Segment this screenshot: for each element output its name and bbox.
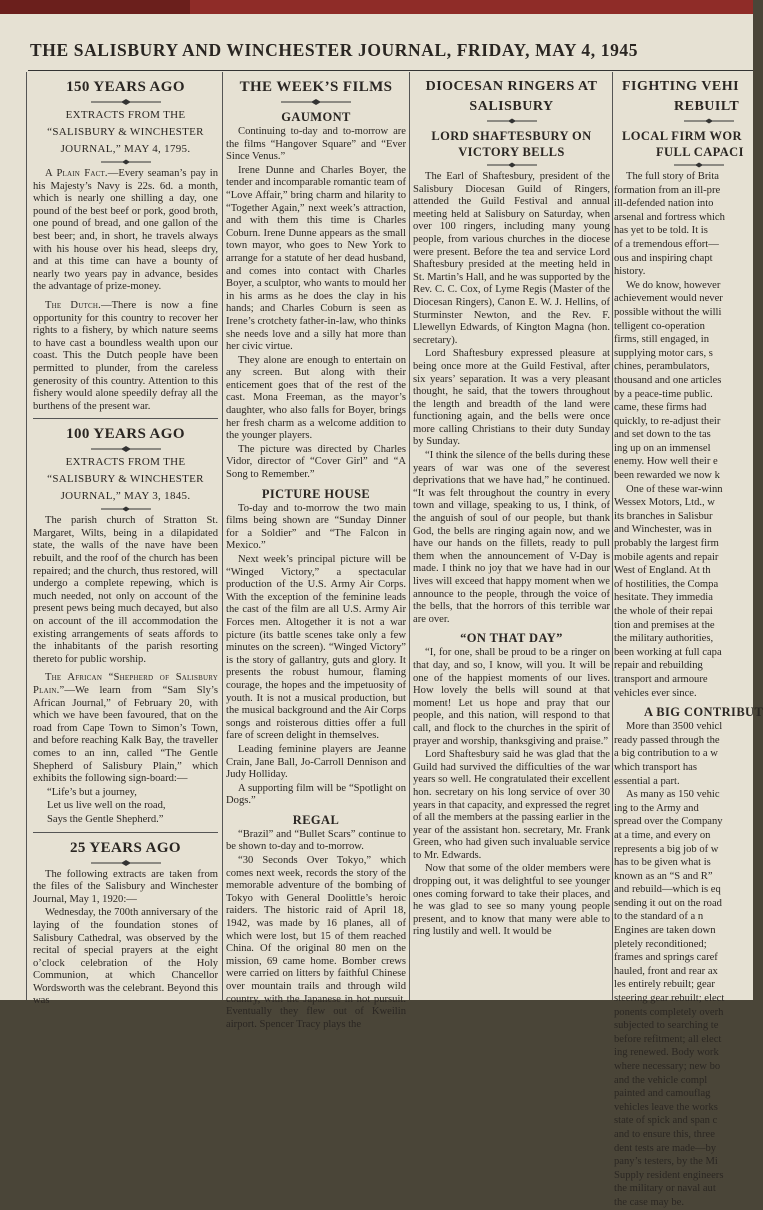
column-rule-left — [26, 72, 27, 1000]
ornament-rule-icon — [91, 99, 161, 105]
heading-diocesan-ringers-1: DIOCESAN RINGERS AT — [425, 79, 598, 94]
text-line: achievement would never — [614, 293, 723, 305]
subheading-extracts-2a: EXTRACTS FROM THE — [65, 456, 186, 469]
subheading-extracts-1b: “SALISBURY & WINCHESTER — [47, 126, 204, 138]
paragraph-regal-2: “30 Seconds Over Tokyo,” which comes next week, records the story of the memorable adventure of the bombing of Tokyo with General Doolittle’s heroic raiders. The historic raid of April 18, 1942, was made by 16 planes, all of which were lost, but 15 of them reached China. Of the original 80 men on the mission, 69 came home. Bomber crews were carried on litters by faithful Chinese over mountain trails and through wild country, with the Japanese in hot pursuit. Eventually they flew out of Kweilin airport. Spencer Tracy plays the — [226, 855, 406, 1030]
text-line: to the standard of a n — [614, 911, 704, 923]
paragraph-gaumont-2: Irene Dunne and Charles Boyer, the tender and incomparable romantic team of “Love Affair,” bring charm and hilarity to “Together Again,” next week’s attraction, and with them this time is Charles Coburn. Irene Dunne appears as the small town mayor, who goes to New York to arrange for a statute of her dead husband, and comes into contact with Charles Boyer, a sculptor, who wants to mould her in his arms as he does the clay in his hands; and Charles Coburn is seen as Irene’s crotchety father-in-law, who thinks she needs love and a silly hat more than her civic virtue. — [226, 164, 407, 353]
text-line: supplying motor cars, s — [614, 347, 713, 359]
text-line: before refitment; all elect — [614, 1033, 722, 1045]
paragraph-picture-4: A supporting film will be “Spotlight on Dogs.” — [226, 782, 406, 807]
text-line: tion and premises at the — [614, 619, 715, 631]
paragraph-1920-intro: The following extracts are taken from the files of the Salisbury and Winchester Journal, May 1, 1920:— — [33, 868, 218, 905]
text-line: vehicles leave the works — [614, 1101, 718, 1113]
text-line: ing renewed. Body work — [614, 1047, 719, 1059]
text-line: formation from an ill-pre — [614, 184, 721, 196]
text-line: repair and rebuilding — [614, 660, 703, 672]
vehicles-block-2 — [614, 280, 753, 483]
text-line: steering gear rebuilt; elect — [614, 993, 725, 1005]
text-line: state of spick and span c — [614, 1115, 718, 1127]
text-line: frames and springs caref — [614, 952, 718, 964]
text-line: hauled, front and rear ax — [614, 965, 718, 977]
text-line: of a tremendous effort— — [614, 238, 719, 250]
text-line: subjected to searching te — [614, 1020, 719, 1032]
paragraph-ringers-5: Lord Shaftesbury said he was glad that the Guild had survived the difficulties of the war years so well. He congratulated their excellent hon. secretary on his long service of over 30 years in that capacity, and expressed the regret of all the members at the passing earlier in the year of the assistant hon. secretary, Mr. Frank Green, who had given such invaluable service to Mr. Edwards. — [413, 749, 610, 861]
text-line: and rebuild—which is eq — [614, 884, 721, 896]
heading-big-contribution: A BIG CONTRIBUT — [644, 705, 763, 720]
paragraph-ringers-4: “I, for one, shall be proud to be a ringer on that day, and so, I know, will you. It will be one of the happiest moments of our lives. How lovely the bells will sound at that moment! Let us hope and pray that our people, and this nation, will respond to that call, and flock to the churches in the spirit of prayer and worship, thanksgiving and praise.” — [413, 647, 610, 747]
ornament-rule-icon — [281, 99, 351, 105]
heading-diocesan-ringers-2: SALISBURY — [469, 99, 554, 114]
heading-fighting-vehicles-1: FIGHTING VEHI — [622, 79, 740, 94]
binding-fold — [0, 0, 190, 14]
text-line: been working at full capa — [614, 646, 722, 658]
verse-line-1: “Life’s but a journey, — [47, 786, 137, 798]
text-line: telligent co-operation — [614, 320, 705, 332]
paragraph-ringers-1: The Earl of Shaftesbury, president of the Salisbury Diocesan Guild of Ringers, attended the Guild Festival and annual meeting held at Salisbury on Saturday, when over 100 ringers, including many young people, from various churches in the diocese were present. Before the tea and service Lord Shaftesbury presided at the meeting held in St. Martin’s Hall, and he was supported by the Rev. C. C. Cox, of Lyme Regis (Master of the Diocesan Ringers), Canon E. W. J. Hellins, of Sturminster Newton, and the Rev. F. Llewellyn Edwards, of Kington Magna (hon. secretary). — [413, 171, 610, 346]
heading-local-firm-1: LOCAL FIRM WOR — [622, 129, 742, 143]
ornament-rule-icon — [674, 118, 744, 124]
verse-line-2: Let us live well on the road, — [47, 800, 166, 812]
text-line: Engines are taken down — [614, 925, 716, 937]
text-line: West of England. At th — [614, 565, 711, 577]
text-line: known as an “S and R” — [614, 870, 713, 882]
section-divider — [33, 418, 218, 419]
text-line: More than 3500 vehicl — [626, 721, 723, 733]
text-line: ill-defended nation into — [614, 198, 714, 210]
heading-100-years: 100 YEARS AGO — [66, 426, 185, 443]
text-line: spread over the Company — [614, 816, 723, 828]
vehicles-block-3 — [614, 484, 753, 701]
ornament-rule-icon — [91, 446, 161, 452]
text-line: the military authorities, — [614, 633, 714, 645]
text-line: came, these firms had — [614, 402, 707, 414]
text-line: pletely reconditioned; — [614, 938, 707, 950]
text-line: les entirely rebuilt; gear — [614, 979, 715, 991]
text-line: has to be given what is — [614, 857, 711, 869]
verse-line-3: Says the Gentle Shepherd.” — [47, 813, 164, 825]
text-line: mobile agents and repair — [614, 551, 719, 563]
text-african-shepherd: —We learn from “Sam Sly’s African Journal,” of February 20, with which we have been favoured, that on the road from Cape Town to Simon’s Town, and before reaching Kalk Bay, the traveller comes to an inn, called “The Gentle Shepherd of Salisbury Plain,” which exhibits the following sign-board:— — [33, 685, 218, 785]
text-line: One of these war-winn — [626, 483, 723, 495]
heading-25-years: 25 YEARS AGO — [70, 839, 181, 856]
column-rule-1 — [222, 72, 223, 1000]
paragraph-african-shepherd — [33, 672, 218, 785]
subheading-extracts-1c: JOURNAL,” MAY 4, 1795. — [60, 143, 191, 155]
column-films — [226, 72, 407, 1030]
text-line: ponents completely overh — [614, 1006, 724, 1018]
text-line: arsenal and fortress which — [614, 211, 725, 223]
paragraph-picture-2: Next week’s principal picture will be “Winged Victory,” a spectacular production of the U.S. Army Air Corps. With the exception of the feminine leads the cast of the film are all U.S. Army Air Forces men. Altogether it is not a war picture (its battle scenes take only a few minutes on the screen). “Winged Victory” is the story of gallantry, guts and glory. It presents the robust humour, flaming courage, the hopes and the impetuosity of youth. It is not a musical production, but the musical background and the Air Corps songs and roisterous ditties offer a full fare of screen delight in themselves. — [226, 554, 406, 742]
heading-150-years: 150 YEARS AGO — [66, 79, 185, 95]
paragraph-ringers-6: Now that some of the older members were dropping out, it was delightful to see younger ones coming forward to take their places, and he was glad to see so many young people present, and to know that many were able to ring lustily and well. It would be — [413, 863, 610, 938]
text-line: thousand and one articles — [614, 374, 722, 386]
vehicles-block-5 — [614, 789, 753, 1209]
text-line: and the vehicle compl — [614, 1074, 708, 1086]
text-line: vehicles ever since. — [614, 687, 697, 699]
text-line: ous and inspiring chapt — [614, 252, 713, 264]
text-line: possible without the willi — [614, 306, 722, 318]
vehicles-block-4 — [614, 721, 753, 788]
text-line: As many as 150 vehic — [626, 789, 720, 801]
text-line: ing to the Army and — [614, 802, 699, 814]
column-rule-3 — [612, 72, 613, 1000]
paragraph-gaumont-1: Continuing to-day and to-morrow are the films “Hangover Square” and “Ever Since Venus.” — [226, 126, 406, 163]
heading-regal: REGAL — [292, 812, 340, 827]
text-line: and Winchester, was in — [614, 524, 712, 536]
text-line: The full story of Brita — [626, 171, 719, 182]
ornament-rule-icon — [477, 162, 547, 168]
text-line: which transport has — [614, 761, 697, 773]
heading-weeks-films: THE WEEK’S FILMS — [239, 79, 393, 95]
section-divider — [33, 832, 218, 833]
column-vehicles — [614, 72, 763, 1208]
text-dutch: —There is now a fine opportunity for this country to recover her rights to a fishery, by which nature seems to have cast a boundless wealth upon our coast. This the Dutch people have been permitted to plunder, from the careless generosity of this country. Attention to this fishery would alone speedily defray all the burthens of the present war. — [33, 299, 218, 412]
text-line: where necessary; new bo — [614, 1061, 721, 1072]
text-line: painted and camouflag — [614, 1088, 711, 1100]
paragraph-regal-1: “Brazil” and “Bullet Scars” continue to be shown to-day and to-morrow. — [226, 828, 406, 853]
text-line: Supply resident engineers — [614, 1169, 724, 1181]
masthead-rule — [28, 70, 753, 71]
text-line: and set down to the tas — [614, 429, 711, 441]
lead-plain-fact: A Plain Fact. — [45, 168, 108, 179]
text-line: Wessex Motors, Ltd., w — [614, 497, 715, 509]
text-line: its branches in Salisbur — [614, 510, 713, 522]
text-line: a big contribution to a w — [614, 748, 718, 760]
column-rule-2 — [409, 72, 410, 1000]
text-line: quickly, to re-adjust their — [614, 415, 721, 427]
text-line: transport and armoure — [614, 673, 708, 685]
heading-shaftesbury-2: VICTORY BELLS — [458, 145, 565, 159]
paragraph-gaumont-3: They alone are enough to entertain on any screen. But along with their enticement goes that of the rest of the cast. Mona Freeman, as the mayor’s daughter, who also falls for Boyer, brings her fresh charm as a welcome addition to the younger players. — [226, 354, 406, 442]
paragraph-picture-1: To-day and to-morrow the two main films being shown are “Sunday Dinner for a Soldier” and “The Falcon in Mexico.” — [226, 502, 406, 552]
text-line: ready passed through the — [614, 734, 720, 746]
subheading-extracts-1a: EXTRACTS FROM THE — [65, 109, 186, 121]
heading-gaumont: GAUMONT — [281, 110, 351, 124]
text-line: enemy. How well their e — [614, 456, 718, 468]
column-ringers — [413, 72, 610, 1000]
text-line: by a peace-time public. — [614, 388, 713, 400]
text-line: the case may be. — [614, 1196, 685, 1208]
paragraph-dutch — [33, 300, 218, 413]
heading-on-that-day: “ON THAT DAY” — [460, 631, 563, 646]
lead-dutch: The Dutch. — [45, 299, 101, 311]
binding-edge — [0, 0, 753, 14]
masthead: THE SALISBURY AND WINCHESTER JOURNAL, FRIDAY, MAY 4, 1945 — [30, 40, 639, 60]
text-line: We do know, however — [626, 279, 721, 291]
ornament-rule-icon — [664, 162, 734, 168]
paragraph-cathedral: Wednesday, the 700th anniversary of the laying of the foundation stones of Salisbury Cathedral, was observed by the recital of special prayers at the eight o’clock celebration of the Holy Communion, at which Chancellor Wordsworth was the celebrant. Beyond this was — [33, 907, 218, 1007]
text-line: hesitate. They immedia — [614, 592, 713, 604]
text-line: pany’s testers, by the Mi — [614, 1156, 718, 1168]
paragraph-gaumont-4: The picture was directed by Charles Vidor, director of “Cover Girl” and “A Song to Remember.” — [226, 443, 406, 481]
heading-local-firm-2: FULL CAPACI — [656, 145, 744, 159]
text-line: chines, perambulators, — [614, 361, 710, 373]
subheading-extracts-2c: JOURNAL,” MAY 3, 1845. — [60, 490, 191, 503]
text-line: dent tests are made—by — [614, 1142, 717, 1154]
text-plain-fact: —Every seaman’s pay in his Majesty’s Navy is 22s. 6d. a month, which is nearly one shilling a day, one pound of the best beef or pork, good broth, one pound of bread, and one gallon of the best beer; and, in short, he travels always with his house over his head, sleeps dry, and at this time can have a bounty of nearly two years pay in advance, besides the advantage of prize-money. — [33, 168, 218, 293]
text-line: essential a part. — [614, 775, 680, 787]
text-line: been rewarded we now k — [614, 470, 720, 482]
text-line: the whole of their repai — [614, 606, 713, 617]
text-line: the military or naval aut — [614, 1183, 716, 1195]
text-line: history. — [614, 266, 646, 278]
paragraph-picture-3: Leading feminine players are Jeanne Crain, Jane Ball, Jo-Carroll Dennison and Judy Holliday. — [226, 743, 406, 781]
ornament-rule-icon — [477, 118, 547, 124]
ornament-rule-icon — [91, 860, 161, 866]
text-line: has yet to be told. It is — [614, 225, 708, 237]
heading-fighting-vehicles-2: REBUILT — [674, 99, 740, 114]
paragraph-ringers-3: “I think the silence of the bells during these years of war was one of the severest deprivations that we have had,” he continued. “It was felt throughout the country in every town and village, speaking to us, I think, of the anguish of soul of our people, but thank God, the bells are ringing again now, and we have our hands on the fillets, ready to pull them when the announcement of V-Day is made. I think no joy that we have had in our lives will exceed that happy moment when we announce to the people, through the voice of the bells, that the horrors of this terrible war are over. — [413, 450, 610, 625]
paragraph-stratton: The parish church of Stratton St. Margaret, Wilts, being in a dilapidated state, the walls of the nave have been rebuilt, and the roof of the church has been repaired; and the church, thus restored, will undergo a complete repewing, which is much needed, not only on account of the present pews being much decayed, but also on account of the ill accommodation the existing arrangements of seats affords to the inhabitants of the parish resorting thereto for public worship. — [33, 515, 218, 665]
heading-picture-house: PICTURE HOUSE — [261, 486, 371, 501]
paragraph-ringers-2: Lord Shaftesbury expressed pleasure at being once more at the Guild Festival, after six years’ separation. It was a very pleasant thought, he said, that the towers throughout the length and breadth of the land were functioning again, and the bells were once more calling Christians to their duty Sunday by Sunday. — [413, 348, 610, 448]
vehicles-block-1 — [614, 171, 753, 279]
text-line: ing up on an immensel — [614, 442, 711, 454]
text-line: sending it out on the road — [614, 897, 722, 909]
heading-shaftesbury-1: LORD SHAFTESBURY ON — [431, 129, 592, 143]
column-history — [33, 72, 218, 1007]
ornament-rule-icon — [91, 506, 161, 512]
text-line: and to ensure this, three — [614, 1128, 715, 1140]
text-line: represents a big job of w — [614, 843, 719, 855]
paragraph-plain-fact — [33, 168, 218, 294]
text-line: at a time, and every on — [614, 829, 711, 841]
lead-african-shepherd: The African “Shepherd of Salisbury Plain.” — [33, 672, 218, 696]
text-line: probably the largest firm — [614, 538, 719, 550]
text-line: firms, still engaged, in — [614, 334, 710, 346]
text-line: of hostilities, the Compa — [614, 578, 719, 590]
subheading-extracts-2b: “SALISBURY & WINCHESTER — [47, 473, 204, 486]
ornament-rule-icon — [91, 159, 161, 165]
